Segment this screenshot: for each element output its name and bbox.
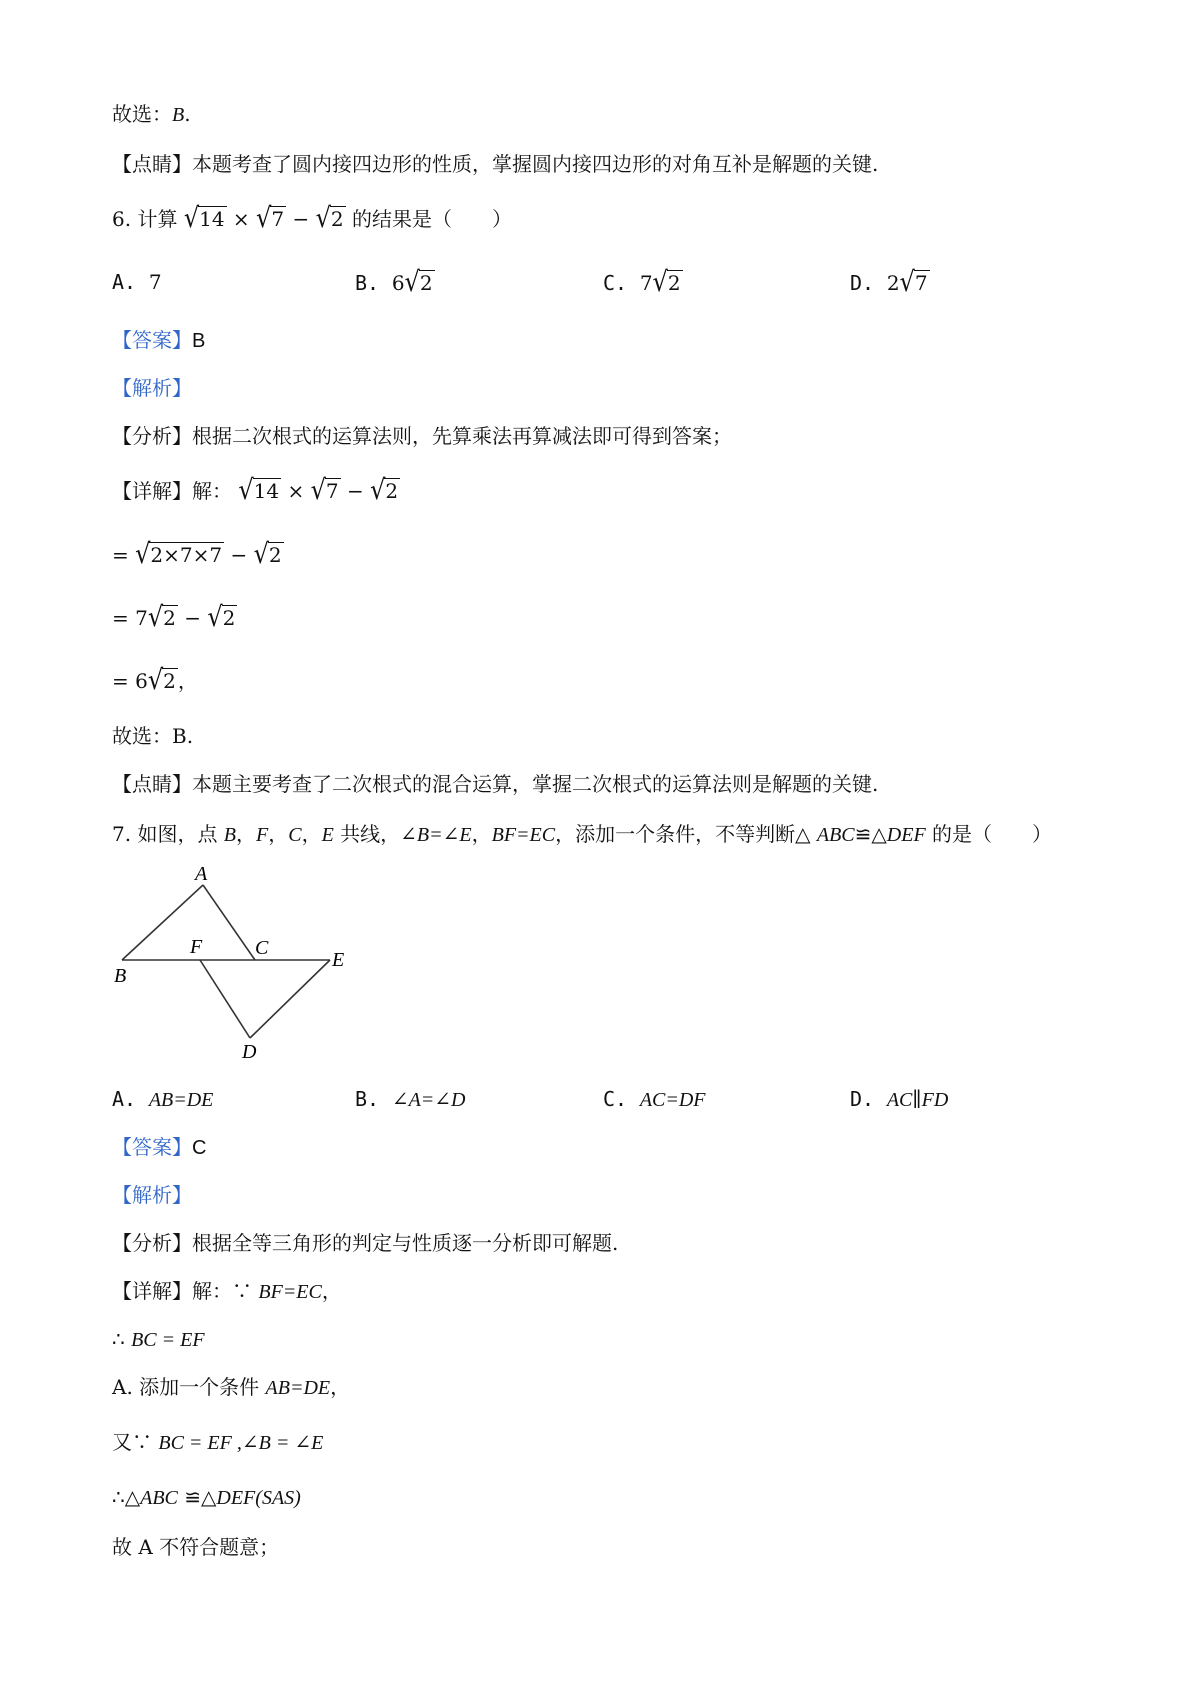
radical-sign-icon: √ (404, 265, 420, 299)
radical-sign-icon: √ (238, 473, 254, 507)
q6-guxuan: 故选：B. (112, 724, 194, 748)
q6-dianjing: 【点睛】本题主要考查了二次根式的混合运算，掌握二次根式的运算法则是解题的关键. (112, 772, 879, 796)
radical-sign-icon: √ (183, 201, 200, 235)
q7-fenxi: 【分析】根据全等三角形的判定与性质逐一分析即可解题. (112, 1231, 619, 1255)
q7-option-d: D. AC∥FD (850, 1087, 949, 1111)
q6-option-d: D. 2√7 (850, 265, 928, 299)
q7-option-a: A. AB=DE (112, 1087, 214, 1111)
question-6: 6. 计算 √14 × √7 − √2 的结果是（ ） (112, 201, 512, 235)
q7-case-a-result: 故 A 不符合题意； (112, 1535, 280, 1559)
q7-also: 又∵ BC = EF ,∠B = ∠E (112, 1430, 324, 1454)
radical-sign-icon: √ (899, 265, 915, 299)
radical-sign-icon: √ (310, 473, 326, 507)
q6-step-2: = 7√2 − √2 (112, 600, 236, 634)
segment-fd (200, 960, 250, 1038)
radical-sign-icon: √ (315, 201, 331, 235)
radical-sign-icon: √ (256, 201, 272, 235)
q6-option-c: C. 7√2 (603, 265, 681, 299)
q7-congruence: ∴△ABC ≌△DEF(SAS) (112, 1485, 301, 1509)
q6-answer: 【答案】B (112, 328, 206, 352)
radical-sign-icon: √ (135, 537, 151, 571)
label-e: E (332, 949, 345, 971)
label-c: C (255, 937, 269, 959)
q7-option-b: B. ∠A=∠D (355, 1087, 466, 1111)
q6-xiangjie: 【详解】解： √14 × √7 − √2 (112, 473, 399, 507)
q6-jiexi: 【解析】 (112, 376, 192, 400)
triangle-figure (100, 860, 360, 1060)
segment-de (250, 960, 330, 1038)
label-a: A (195, 863, 208, 885)
q6-step-3: = 6√2 ， (112, 663, 198, 697)
note-prev: 【点睛】本题考查了圆内接四边形的性质，掌握圆内接四边形的对角互补是解题的关键. (112, 152, 879, 176)
question-7: 7. 如图，点 B，F，C，E 共线，∠B=∠E，BF=EC，添加一个条件，不等判断△ ABC≌△DEF 的是（ ） (112, 822, 1053, 846)
q7-case-a: A. 添加一个条件 AB=DE， (112, 1375, 351, 1399)
radical-sign-icon: √ (652, 265, 668, 299)
q7-option-c: C. AC=DF (603, 1087, 706, 1111)
q6-fenxi: 【分析】根据二次根式的运算法则，先算乘法再算减法即可得到答案； (112, 424, 732, 448)
label-b: B (114, 965, 127, 987)
q6-option-a: A. 7 (112, 270, 162, 294)
q7-answer: 【答案】C (112, 1135, 207, 1159)
q6-step-1: = √2×7×7 − √2 (112, 537, 282, 571)
label-f: F (190, 936, 203, 958)
radical-sign-icon: √ (253, 537, 269, 571)
q7-therefore: ∴ BC = EF (112, 1327, 205, 1351)
radical-sign-icon: √ (207, 600, 223, 634)
q7-xiangjie: 【详解】解：∵ BF=EC， (112, 1279, 342, 1303)
radical-sign-icon: √ (147, 663, 164, 697)
segment-ac (203, 885, 255, 960)
label-d: D (242, 1041, 257, 1060)
radical-sign-icon: √ (370, 473, 386, 507)
q7-jiexi: 【解析】 (112, 1183, 192, 1207)
q6-option-b: B. 6√2 (355, 265, 433, 299)
conclusion-prev: 故选：B. (112, 102, 191, 126)
radical-sign-icon: √ (147, 600, 164, 634)
